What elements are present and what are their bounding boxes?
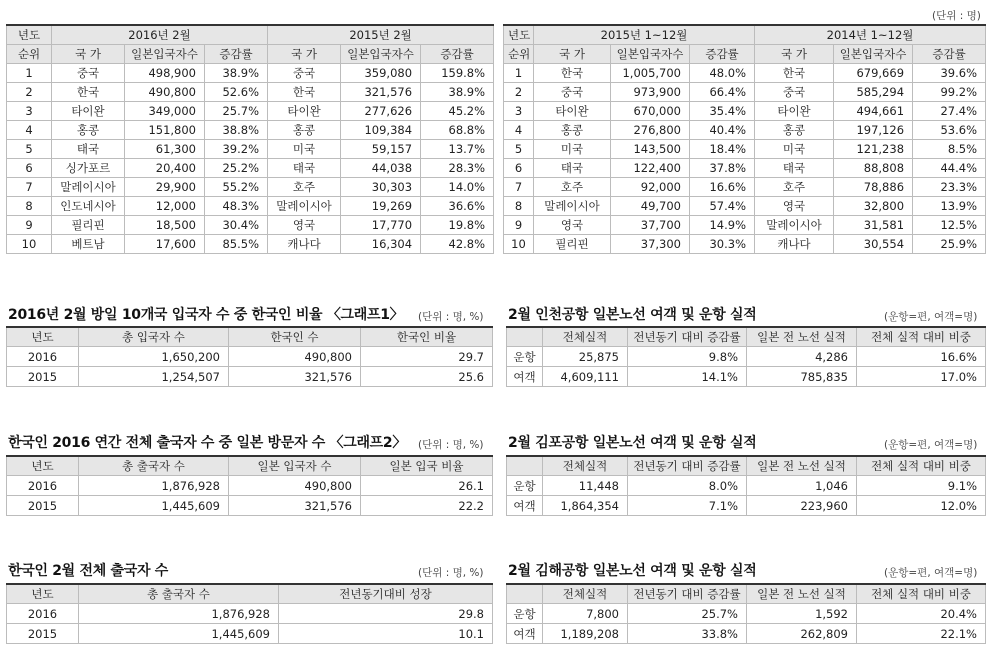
value-cell: 8.0%	[628, 476, 747, 496]
value-cell: 18.4%	[690, 140, 755, 159]
value-cell: 37,700	[611, 216, 690, 235]
table-row	[507, 604, 986, 624]
value-cell: 32,800	[834, 197, 913, 216]
country-cell: 타이완	[52, 102, 125, 121]
country-cell: 호주	[755, 178, 834, 197]
table-row	[507, 367, 986, 387]
value-cell: 37,300	[611, 235, 690, 254]
value-cell: 349,000	[125, 102, 205, 121]
row-label: 2016	[7, 347, 79, 367]
column-header: 국 가	[52, 45, 125, 64]
row-label: 2015	[7, 624, 79, 644]
value-cell: 61,300	[125, 140, 205, 159]
unit-label: (운항=편, 여객=명)	[884, 311, 978, 323]
table-row	[7, 197, 494, 216]
value-cell: 276,800	[611, 121, 690, 140]
value-cell: 29,900	[125, 178, 205, 197]
period-header: 2015년 2월	[268, 25, 494, 45]
country-cell: 말레이시아	[52, 178, 125, 197]
value-cell: 11,448	[543, 476, 628, 496]
value-cell: 670,000	[611, 102, 690, 121]
country-cell: 태국	[755, 159, 834, 178]
country-cell: 타이완	[534, 102, 611, 121]
column-header: 국 가	[268, 45, 341, 64]
rank-cell: 10	[504, 235, 534, 254]
value-cell: 14.0%	[421, 178, 494, 197]
value-cell: 10.1	[279, 624, 493, 644]
column-header: 전체 실적 대비 비중	[857, 456, 986, 476]
rank-cell: 6	[7, 159, 52, 178]
value-cell: 197,126	[834, 121, 913, 140]
column-header: 전체실적	[543, 456, 628, 476]
column-header: 전체실적	[543, 584, 628, 604]
value-cell: 1,046	[747, 476, 857, 496]
value-cell: 13.9%	[913, 197, 986, 216]
unit-label: (단위 : 명, %)	[418, 439, 484, 451]
value-cell: 14.9%	[690, 216, 755, 235]
value-cell: 14.1%	[628, 367, 747, 387]
value-cell: 1,254,507	[79, 367, 229, 387]
value-cell: 17.0%	[857, 367, 986, 387]
column-header: 일본 입국 비율	[361, 456, 493, 476]
country-cell: 미국	[268, 140, 341, 159]
top-unit-label: (단위 : 명)	[932, 10, 981, 22]
rank-cell: 4	[504, 121, 534, 140]
table-row	[507, 496, 986, 516]
value-cell: 20.4%	[857, 604, 986, 624]
value-cell: 39.2%	[205, 140, 268, 159]
table-row	[7, 347, 493, 367]
column-header: 전년동기 대비 증감률	[628, 456, 747, 476]
country-cell: 영국	[534, 216, 611, 235]
row-label: 운항	[507, 604, 543, 624]
column-header: 국 가	[755, 45, 834, 64]
column-header: 전체실적	[543, 327, 628, 347]
value-cell: 44,038	[341, 159, 421, 178]
country-cell: 싱가포르	[52, 159, 125, 178]
value-cell: 16.6%	[690, 178, 755, 197]
value-cell: 9.8%	[628, 347, 747, 367]
country-cell: 태국	[52, 140, 125, 159]
period-header: 2014년 1~12월	[755, 25, 986, 45]
table-row	[504, 83, 986, 102]
row-label: 2015	[7, 496, 79, 516]
value-cell: 16,304	[341, 235, 421, 254]
value-cell: 585,294	[834, 83, 913, 102]
value-cell: 53.6%	[913, 121, 986, 140]
value-cell: 1,864,354	[543, 496, 628, 516]
column-header: 총 출국자 수	[79, 456, 229, 476]
value-cell: 99.2%	[913, 83, 986, 102]
country-cell: 캐나다	[268, 235, 341, 254]
country-cell: 중국	[268, 64, 341, 83]
column-header: 전년동기 대비 증감률	[628, 584, 747, 604]
value-cell: 23.3%	[913, 178, 986, 197]
country-cell: 미국	[755, 140, 834, 159]
value-cell: 26.1	[361, 476, 493, 496]
value-cell: 9.1%	[857, 476, 986, 496]
column-header: 총 입국자 수	[79, 327, 229, 347]
gimpo-table	[506, 455, 986, 516]
value-cell: 498,900	[125, 64, 205, 83]
ranking-table-2016-feb	[6, 24, 494, 254]
country-cell: 말레이시아	[268, 197, 341, 216]
table-row	[504, 178, 986, 197]
value-cell: 679,669	[834, 64, 913, 83]
country-cell: 홍콩	[52, 121, 125, 140]
country-cell: 영국	[268, 216, 341, 235]
column-header: 전년동기대비 성장	[279, 584, 493, 604]
value-cell: 25,875	[543, 347, 628, 367]
country-cell: 홍콩	[268, 121, 341, 140]
country-cell: 말레이시아	[534, 197, 611, 216]
rank-cell: 3	[7, 102, 52, 121]
value-cell: 33.8%	[628, 624, 747, 644]
value-cell: 122,400	[611, 159, 690, 178]
value-cell: 4,609,111	[543, 367, 628, 387]
value-cell: 1,876,928	[79, 604, 279, 624]
country-cell: 베트남	[52, 235, 125, 254]
value-cell: 45.2%	[421, 102, 494, 121]
value-cell: 44.4%	[913, 159, 986, 178]
rank-cell: 2	[504, 83, 534, 102]
row-label: 운항	[507, 347, 543, 367]
rank-cell: 5	[504, 140, 534, 159]
value-cell: 57.4%	[690, 197, 755, 216]
value-cell: 16.6%	[857, 347, 986, 367]
value-cell: 22.2	[361, 496, 493, 516]
value-cell: 30,554	[834, 235, 913, 254]
value-cell: 25.9%	[913, 235, 986, 254]
value-cell: 48.0%	[690, 64, 755, 83]
table-row	[7, 159, 494, 178]
country-cell: 필리핀	[534, 235, 611, 254]
country-cell: 한국	[268, 83, 341, 102]
value-cell: 1,650,200	[79, 347, 229, 367]
value-cell: 490,800	[229, 347, 361, 367]
table-row	[504, 159, 986, 178]
value-cell: 31,581	[834, 216, 913, 235]
value-cell: 30.4%	[205, 216, 268, 235]
rank-cell: 1	[7, 64, 52, 83]
unit-label: (운항=편, 여객=명)	[884, 567, 978, 579]
year-header: 년도	[7, 25, 52, 45]
value-cell: 35.4%	[690, 102, 755, 121]
unit-label: (운항=편, 여객=명)	[884, 439, 978, 451]
column-header: 일본입국자수	[834, 45, 913, 64]
country-cell: 한국	[534, 64, 611, 83]
value-cell: 25.7%	[628, 604, 747, 624]
value-cell: 27.4%	[913, 102, 986, 121]
value-cell: 1,592	[747, 604, 857, 624]
column-header: 순위	[7, 45, 52, 64]
value-cell: 494,661	[834, 102, 913, 121]
value-cell: 490,800	[229, 476, 361, 496]
value-cell: 359,080	[341, 64, 421, 83]
table-title: 2016년 2월 방일 10개국 입국자 수 중 한국인 비율 〈그래프1〉	[8, 307, 404, 323]
value-cell: 12,000	[125, 197, 205, 216]
value-cell: 20,400	[125, 159, 205, 178]
value-cell: 277,626	[341, 102, 421, 121]
value-cell: 1,445,609	[79, 624, 279, 644]
value-cell: 40.4%	[690, 121, 755, 140]
value-cell: 19,269	[341, 197, 421, 216]
value-cell: 143,500	[611, 140, 690, 159]
value-cell: 29.7	[361, 347, 493, 367]
column-header: 증감률	[690, 45, 755, 64]
japan-visitor-ratio-table	[6, 455, 493, 516]
country-cell: 중국	[534, 83, 611, 102]
table-title: 2월 김포공항 일본노선 여객 및 운항 실적	[508, 435, 757, 451]
rank-cell: 9	[504, 216, 534, 235]
rank-cell: 1	[504, 64, 534, 83]
value-cell: 38.9%	[205, 64, 268, 83]
rank-cell: 7	[7, 178, 52, 197]
row-label: 운항	[507, 476, 543, 496]
table-row	[504, 121, 986, 140]
gimhae-table	[506, 583, 986, 644]
table-row	[504, 140, 986, 159]
table-row	[7, 121, 494, 140]
country-cell: 홍콩	[755, 121, 834, 140]
value-cell: 1,189,208	[543, 624, 628, 644]
value-cell: 78,886	[834, 178, 913, 197]
country-cell: 미국	[534, 140, 611, 159]
table-row	[7, 235, 494, 254]
column-header: 한국인 비율	[361, 327, 493, 347]
table-row	[504, 102, 986, 121]
value-cell: 17,770	[341, 216, 421, 235]
value-cell: 38.9%	[421, 83, 494, 102]
column-header: 일본 전 노선 실적	[747, 456, 857, 476]
column-header: 일본 전 노선 실적	[747, 584, 857, 604]
value-cell: 121,238	[834, 140, 913, 159]
row-label: 여객	[507, 496, 543, 516]
table-row	[7, 624, 493, 644]
table-title: 2월 김해공항 일본노선 여객 및 운항 실적	[508, 563, 757, 579]
table-title: 한국인 2월 전체 출국자 수	[8, 563, 168, 579]
value-cell: 25.7%	[205, 102, 268, 121]
value-cell: 49,700	[611, 197, 690, 216]
column-header: 년도	[7, 584, 79, 604]
value-cell: 1,876,928	[79, 476, 229, 496]
table-row	[7, 64, 494, 83]
country-cell: 중국	[52, 64, 125, 83]
value-cell: 36.6%	[421, 197, 494, 216]
value-cell: 973,900	[611, 83, 690, 102]
table-row	[7, 83, 494, 102]
value-cell: 92,000	[611, 178, 690, 197]
column-header: 전체 실적 대비 비중	[857, 584, 986, 604]
value-cell: 7.1%	[628, 496, 747, 516]
column-header	[507, 456, 543, 476]
column-header: 일본 입국자 수	[229, 456, 361, 476]
column-header: 국 가	[534, 45, 611, 64]
unit-label: (단위 : 명, %)	[418, 311, 484, 323]
table-title: 2월 인천공항 일본노선 여객 및 운항 실적	[508, 307, 757, 323]
value-cell: 22.1%	[857, 624, 986, 644]
value-cell: 7,800	[543, 604, 628, 624]
table-title: 한국인 2016 연간 전체 출국자 수 중 일본 방문자 수 〈그래프2〉	[8, 435, 407, 451]
country-cell: 태국	[534, 159, 611, 178]
country-cell: 태국	[268, 159, 341, 178]
value-cell: 262,809	[747, 624, 857, 644]
column-header: 증감률	[913, 45, 986, 64]
country-cell: 홍콩	[534, 121, 611, 140]
country-cell: 말레이시아	[755, 216, 834, 235]
value-cell: 30.3%	[690, 235, 755, 254]
value-cell: 55.2%	[205, 178, 268, 197]
rank-cell: 9	[7, 216, 52, 235]
value-cell: 59,157	[341, 140, 421, 159]
value-cell: 490,800	[125, 83, 205, 102]
table-row	[7, 476, 493, 496]
value-cell: 48.3%	[205, 197, 268, 216]
column-header: 전체 실적 대비 비중	[857, 327, 986, 347]
column-header: 일본입국자수	[611, 45, 690, 64]
value-cell: 151,800	[125, 121, 205, 140]
rank-cell: 8	[7, 197, 52, 216]
rank-cell: 5	[7, 140, 52, 159]
unit-label: (단위 : 명, %)	[418, 567, 484, 579]
value-cell: 29.8	[279, 604, 493, 624]
table-row	[507, 476, 986, 496]
country-cell: 캐나다	[755, 235, 834, 254]
row-label: 2015	[7, 367, 79, 387]
row-label: 2016	[7, 476, 79, 496]
value-cell: 39.6%	[913, 64, 986, 83]
country-cell: 호주	[268, 178, 341, 197]
column-header: 전년동기 대비 증감률	[628, 327, 747, 347]
rank-cell: 10	[7, 235, 52, 254]
table-row	[7, 178, 494, 197]
incheon-table	[506, 326, 986, 387]
value-cell: 28.3%	[421, 159, 494, 178]
country-cell: 인도네시아	[52, 197, 125, 216]
value-cell: 25.6	[361, 367, 493, 387]
value-cell: 17,600	[125, 235, 205, 254]
table-row	[7, 367, 493, 387]
row-label: 2016	[7, 604, 79, 624]
value-cell: 1,005,700	[611, 64, 690, 83]
value-cell: 85.5%	[205, 235, 268, 254]
column-header	[507, 584, 543, 604]
table-row	[504, 197, 986, 216]
table-row	[507, 347, 986, 367]
value-cell: 159.8%	[421, 64, 494, 83]
value-cell: 1,445,609	[79, 496, 229, 516]
country-cell: 타이완	[755, 102, 834, 121]
country-cell: 영국	[755, 197, 834, 216]
period-header: 2016년 2월	[52, 25, 268, 45]
table-row	[7, 216, 494, 235]
value-cell: 8.5%	[913, 140, 986, 159]
table-row	[507, 624, 986, 644]
ranking-table-annual	[503, 24, 986, 254]
year-header: 년도	[504, 25, 534, 45]
value-cell: 52.6%	[205, 83, 268, 102]
value-cell: 25.2%	[205, 159, 268, 178]
country-cell: 타이완	[268, 102, 341, 121]
value-cell: 321,576	[341, 83, 421, 102]
column-header: 일본입국자수	[125, 45, 205, 64]
column-header: 한국인 수	[229, 327, 361, 347]
column-header: 증감률	[205, 45, 268, 64]
rank-cell: 2	[7, 83, 52, 102]
column-header: 순위	[504, 45, 534, 64]
table-row	[7, 102, 494, 121]
value-cell: 13.7%	[421, 140, 494, 159]
value-cell: 66.4%	[690, 83, 755, 102]
column-header	[507, 327, 543, 347]
country-cell: 호주	[534, 178, 611, 197]
column-header: 일본입국자수	[341, 45, 421, 64]
value-cell: 19.8%	[421, 216, 494, 235]
value-cell: 42.8%	[421, 235, 494, 254]
value-cell: 12.5%	[913, 216, 986, 235]
value-cell: 321,576	[229, 367, 361, 387]
value-cell: 785,835	[747, 367, 857, 387]
table-row	[504, 64, 986, 83]
rank-cell: 3	[504, 102, 534, 121]
country-cell: 필리핀	[52, 216, 125, 235]
row-label: 여객	[507, 624, 543, 644]
table-row	[504, 235, 986, 254]
value-cell: 37.8%	[690, 159, 755, 178]
period-header: 2015년 1~12월	[534, 25, 755, 45]
value-cell: 30,303	[341, 178, 421, 197]
country-cell: 한국	[52, 83, 125, 102]
value-cell: 68.8%	[421, 121, 494, 140]
column-header: 년도	[7, 456, 79, 476]
value-cell: 223,960	[747, 496, 857, 516]
korean-ratio-table	[6, 326, 493, 387]
rank-cell: 4	[7, 121, 52, 140]
value-cell: 4,286	[747, 347, 857, 367]
column-header: 년도	[7, 327, 79, 347]
column-header: 일본 전 노선 실적	[747, 327, 857, 347]
rank-cell: 6	[504, 159, 534, 178]
table-row	[7, 140, 494, 159]
rank-cell: 8	[504, 197, 534, 216]
rank-cell: 7	[504, 178, 534, 197]
country-cell: 중국	[755, 83, 834, 102]
value-cell: 88,808	[834, 159, 913, 178]
value-cell: 12.0%	[857, 496, 986, 516]
table-row	[504, 216, 986, 235]
column-header: 총 출국자 수	[79, 584, 279, 604]
column-header: 증감률	[421, 45, 494, 64]
table-row	[7, 604, 493, 624]
value-cell: 109,384	[341, 121, 421, 140]
value-cell: 38.8%	[205, 121, 268, 140]
value-cell: 18,500	[125, 216, 205, 235]
row-label: 여객	[507, 367, 543, 387]
table-row	[7, 496, 493, 516]
departures-table	[6, 583, 493, 644]
value-cell: 321,576	[229, 496, 361, 516]
country-cell: 한국	[755, 64, 834, 83]
